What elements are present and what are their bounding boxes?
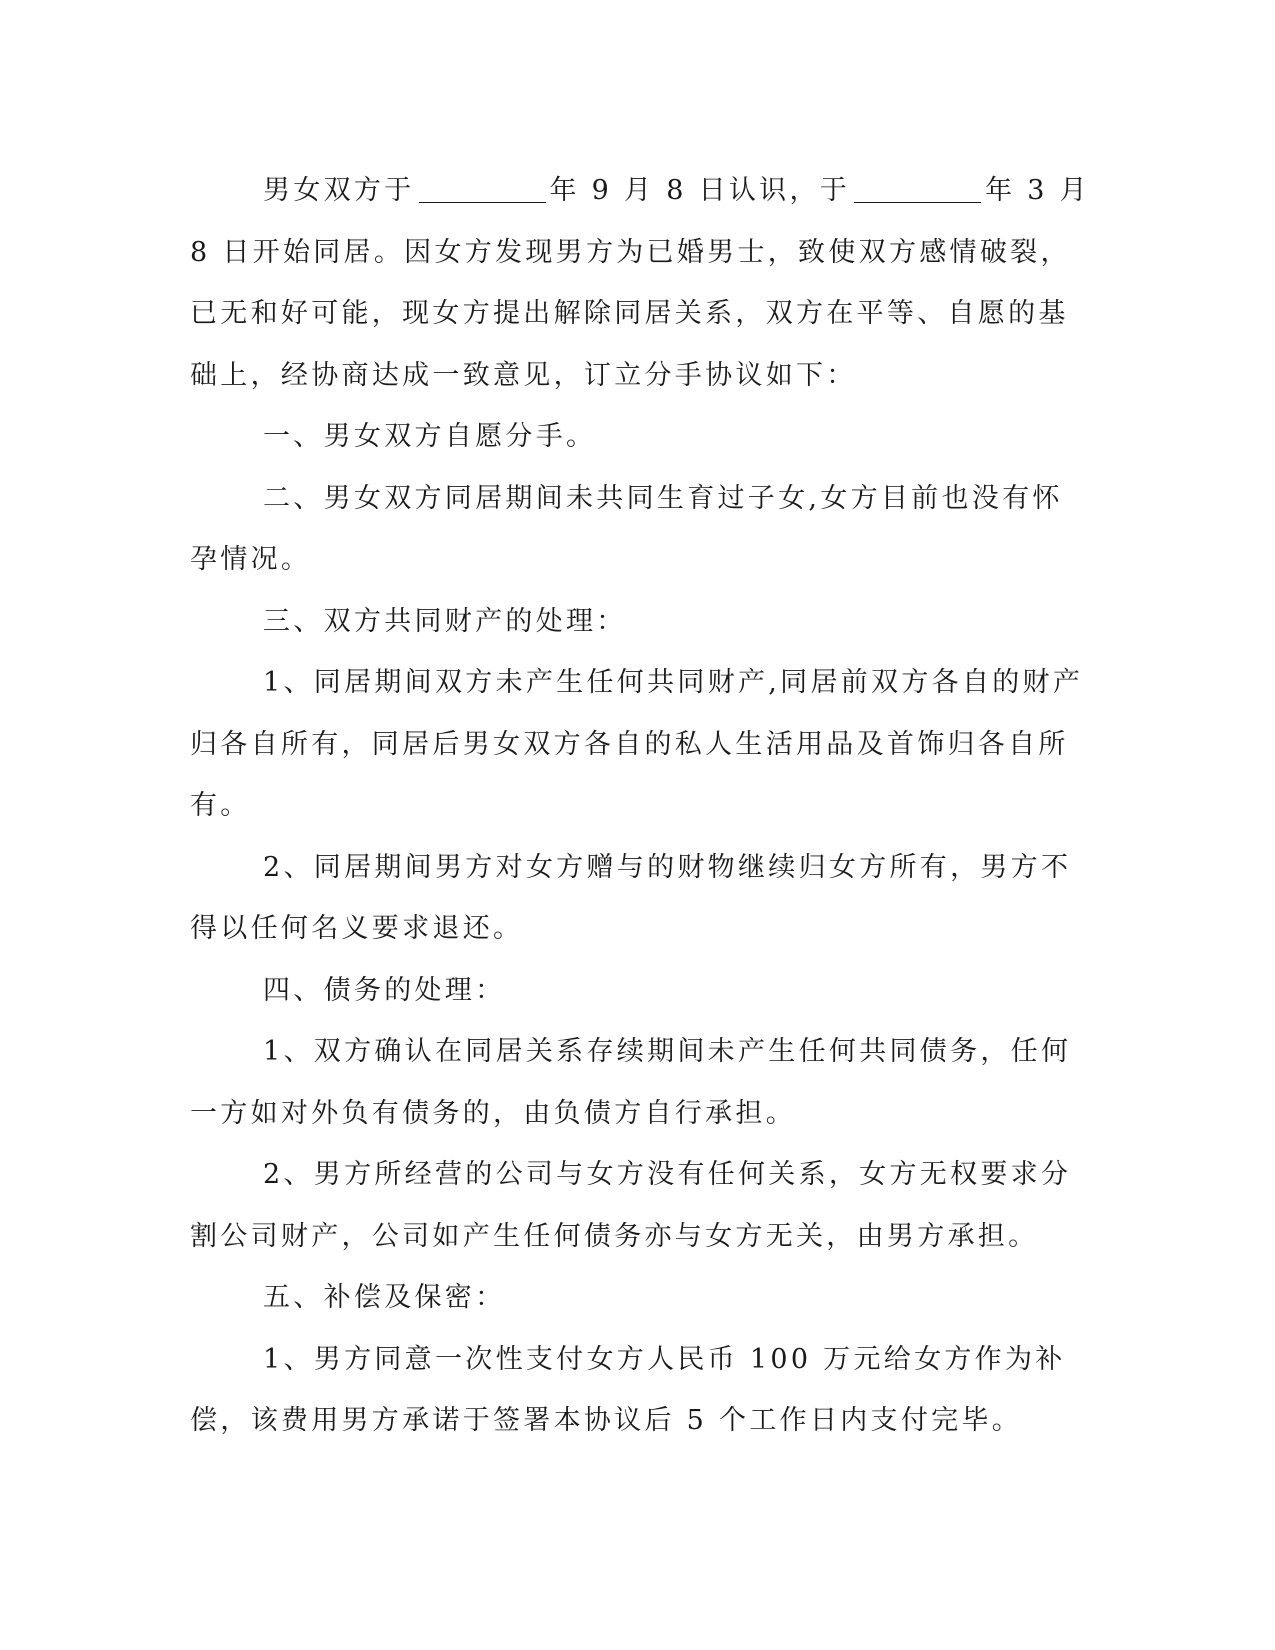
clause-3-heading: 三、双方共同财产的处理： [263, 605, 627, 637]
clause-4-heading: 四、债务的处理： [263, 974, 506, 1006]
clause-3-item-1: 1、同居期间双方未产生任何共同财产,同居前双方各自的财产归各自所有，同居后男女双方各自的私人生活用品及首饰归各自所有。 [190, 667, 1084, 821]
intro-paragraph [190, 160, 1090, 406]
intro-text-middle: 年 9 月 8 日认识，于 [549, 175, 851, 206]
clause-4-item-1: 1、双方确认在同居关系存续期间未产生任何共同债务，任何一方如对外负有债务的，由负债方自行承担。 [190, 1036, 1072, 1129]
intro-text-end: 年 3 月 8 日开始同居。因女方发现男方为已婚男士，致使双方感情破裂，已无和好可能，现女方提出解除同居关系，双方在平等、自愿的基础上，经协商达成一致意见，订立分手协议如下： [190, 175, 1090, 391]
clause-3-item-2: 2、同居期间男方对女方赠与的财物继续归女方所有，男方不得以任何名义要求退还。 [190, 851, 1072, 944]
clause-2: 二、男女双方同居期间未共同生育过子女,女方目前也没有怀孕情况。 [190, 482, 1063, 575]
intro-text-start: 男女双方于 [263, 175, 415, 206]
year-blank-2 [854, 172, 981, 203]
year-blank-1 [419, 172, 546, 203]
clause-4-item-2: 2、男方所经营的公司与女方没有任何关系，女方无权要求分割公司财产，公司如产生任何债务亦与女方无关，由男方承担。 [190, 1159, 1072, 1252]
document-body [190, 160, 1090, 1452]
clause-5-item-1: 1、男方同意一次性支付女方人民币 100 万元给女方作为补偿，该费用男方承诺于签署本协议后 5 个工作日内支付完毕。 [190, 1343, 1066, 1436]
clause-1: 一、男女双方自愿分手。 [263, 421, 597, 452]
clause-5-heading: 五、补偿及保密： [263, 1282, 506, 1313]
